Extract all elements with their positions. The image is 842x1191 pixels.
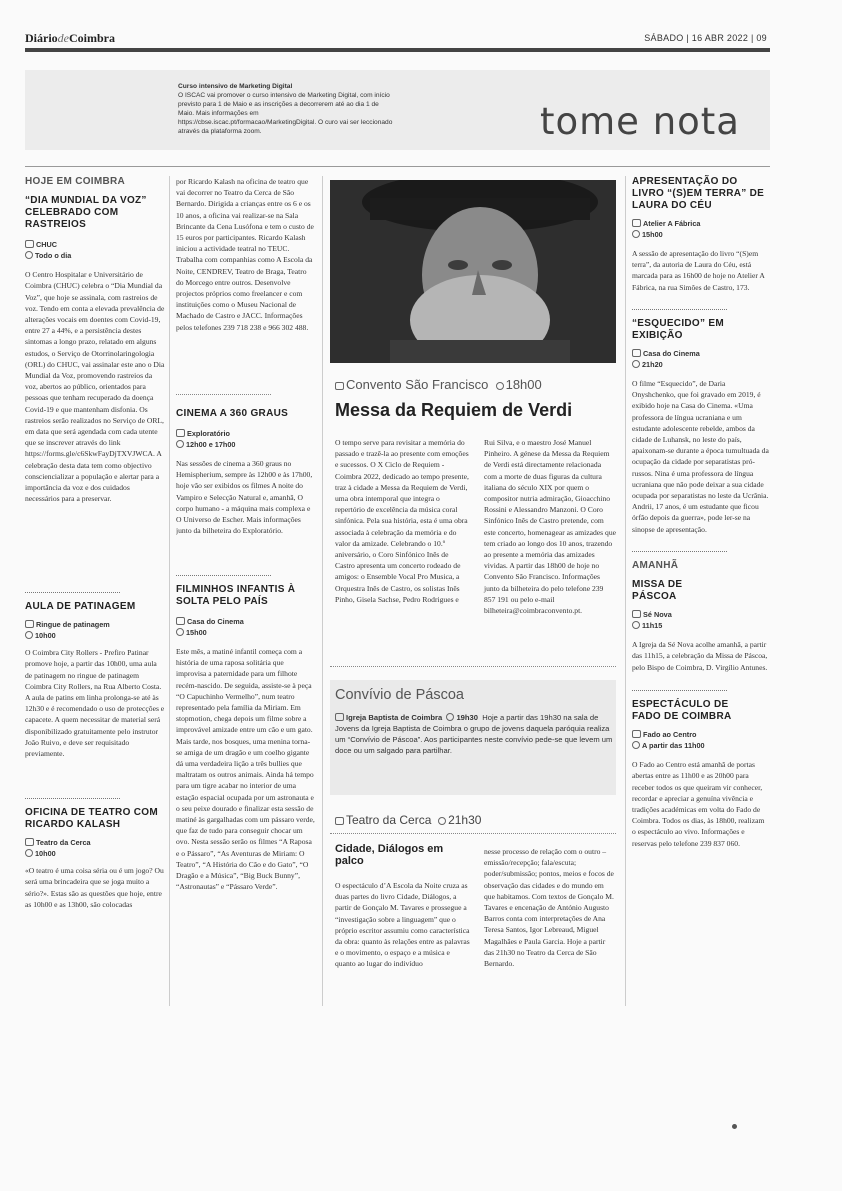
section-heading-today: HOJE EM COIMBRA [25, 176, 126, 187]
cerca-body-right: nesse processo de relação com o outro – emissão/recepção; fala/escuta; poder/submissão; pontos, meios e focos de observação das cidades e do mundo em que habitamos. Com textos de Gonçalo M. Tavares e encenação de António Augusto Barros conta com interpretações de Ana Teresa Santos, Igor Lebreaud, Miguel Magalhães e Paula Garcia. Hoje a partir das 21h30 no Teatro da Cerca de São Bernardo. [484, 847, 614, 969]
feature-body-right: Rui Silva, e o maestro José Manuel Pinheiro. A génese da Messa da Requiem de Verdi está directamente relacionada com a morte de duas figuras da cultura italiana do século XIX por quem o compositor nutria admiração, Gioacchino Rossini e Alessandro Manzoni. O Coro Sinfónico Inês de Castro pretende, com este concerto, homenagear as amizades que tem criado ao longo dos 10 anos, trazendo ao presente a memória das amizades vividas. A partir das 18h00 de hoje no Convento São Francisco. Informações junto da bilheteira do pelo telefone 239 857 191 ou pelo e-mail bilheteira@coimbraconvento.pt. [484, 438, 616, 616]
article-body: «O teatro é uma coisa séria ou é um jogo? Ou será uma brincadeira que se joga muito a sério?». Estas são as questões que hoje, entre as 10h00 e as 13h00, são colocadas [25, 866, 164, 909]
article-time: 11h15 [632, 620, 770, 631]
location-icon [335, 382, 344, 390]
article-time: Todo o dia [25, 250, 165, 261]
location-icon [632, 610, 641, 618]
scan-speck [732, 1124, 737, 1129]
clock-icon [25, 631, 33, 639]
column-divider [169, 176, 170, 1006]
feature-meta [335, 377, 542, 392]
article-title: MISSA DE PÁSCOA [632, 579, 683, 603]
article-title: ESPECTÁCULO DE FADO DE COIMBRA [632, 699, 732, 723]
masthead-part1: Diário [25, 31, 58, 45]
clock-icon [25, 849, 33, 857]
article-place: Exploratório [176, 428, 316, 439]
masthead [25, 31, 115, 46]
dotted-separator [176, 574, 271, 576]
location-icon [176, 617, 185, 625]
dateline: SÁBADO | 16 ABR 2022 | 09 [644, 33, 767, 43]
article-body: A Igreja da Sé Nova acolhe amanhã, a partir das 11h15, a celebração da Missa de Páscoa, pelo Bispo de Coimbra, D. Virgílio Antunes. [632, 640, 768, 672]
section-heading-tomorrow: AMANHÃ [632, 560, 679, 571]
dotted-separator [25, 591, 120, 593]
article-place: Ringue de patinagem [25, 619, 165, 630]
clock-icon [176, 440, 184, 448]
location-icon [335, 713, 344, 721]
feature-time: 18h00 [505, 377, 542, 392]
location-icon [25, 838, 34, 846]
article-time: 15h00 [176, 627, 316, 638]
location-icon [632, 349, 641, 357]
article-title: OFICINA DE TEATRO COM RICARDO KALASH [25, 807, 158, 831]
article-title: “ESQUECIDO” EM EXIBIÇÃO [632, 318, 724, 341]
article-time: A partir das 11h00 [632, 740, 770, 751]
article-body: O filme “Esquecido”, de Daria Onyshchenko, que foi gravado em 2019, é exibido hoje na Casa do Cinema. «Uma professora de língua ucraniana e um estudante adolescente rebelde, ambos da cidade de Luhansk, no leste do país, apaixonam-se durante a época tumultuada da ocupação da cidade por separatistas pró-russos. Nina é uma professora de língua ucraniana que não pode deixar a sua cidade ocupada por separatistas no leste da Ucrânia. Andrii, 17 anos, é um estudante que ficou órfão depois da guerra», pode ler-se na sinopse de apresentação. [632, 379, 769, 534]
dotted-separator [25, 797, 120, 799]
dotted-separator [330, 833, 616, 835]
location-icon [335, 817, 344, 825]
clock-icon [632, 360, 640, 368]
article-title: APRESENTAÇÃO DO LIVRO “(S)EM TERRA” DE LAURA DO CÉU [632, 176, 765, 211]
clock-icon [496, 382, 504, 390]
article-place: Casa do Cinema [176, 616, 316, 627]
article-body: Nas sessões de cinema a 360 graus no Hemispherium, sempre às 12h00 e às 17h00, hoje vão ser exibidos os filmes A noite do Vampiro e Selecção Natural e, amanhã, O corpo humano - a máquina mais complexa e O Universo de Escher. Mais informações junto da bilheteira do Exploratório. [176, 459, 313, 536]
column-1 [25, 176, 165, 910]
feature-body-left: O tempo serve para revisitar a memória do passado e trazê-la ao presente com emoções e sucessos. O X Ciclo de Requiem - Coimbra 2022, dedicado ao tempo presente, traz à cidade a Messa da Requiem de Verdi, uma obra intemporal que integra o repertório de excelência da música coral sinfónica. Pela sua história, esta é uma obra associada à celebração da memória e do valor da amizade. Celebrando o 10.º aniversário, o Coro Sinfónico Inês de Castro apresenta um concerto rodeado de amigos: o Ensemble Vocal Pro Musica, a Orquestra Inês de Castro, os solistas Inês Pinho, Gisela Sachse, Pedro Rodrigues e [335, 438, 469, 604]
location-icon [632, 219, 641, 227]
column-4 [632, 176, 770, 849]
column-divider [322, 176, 323, 1006]
masthead-part3: Coimbra [69, 31, 115, 45]
cerca-place: Teatro da Cerca [346, 813, 432, 827]
section-rule [25, 166, 770, 167]
clock-icon [446, 713, 454, 721]
clock-icon [25, 251, 33, 259]
article-body: O Centro Hospitalar e Universitário de Coimbra (CHUC) celebra o “Dia Mundial da Voz”, que hoje se assinala, com rastreios de voz. Tendo em conta a elevada prevalência de alterações vocais em doentes com Covid-19, entre 27 a 44%, e a persistência destes sintomas a longo prazo, relatado em alguns estudos, o Serviço de Otorrinolaringologia (ORL) do CHUC, vai assinalar este ano o Dia Mundial da Voz, promovendo rastreios da voz, abertos ao público, orientados para pessoas que tenham recuperado da doença Covid-19 e que mantenham disfonia. Os rastreios serão realizados no Serviço de ORL, em data que será agendada com cada utente que se inscrever através do link https://forms.gle/c6SkwFayDjTXVJWCA. A celebração desta data tem como objectivo consciencializar a população e alertar para a importância da voz e dos cuidados necessários para a preservar. [25, 270, 165, 504]
clock-icon [632, 741, 640, 749]
column-2 [176, 176, 316, 892]
convivio-body: Hoje a partir das 19h30 na sala de Jovens da Igreja Baptista de Coimbra o grupo de jovens daquela paróquia realiza um “Convívio de Páscoa”. Aos participantes neste convívio pede-se que levem um doce ou um salgado para partilhar. [335, 713, 613, 755]
article-time: 12h00 e 17h00 [176, 439, 316, 450]
top-rule [25, 48, 770, 52]
dotted-separator [330, 666, 616, 668]
convivio-time: 19h30 [456, 713, 478, 722]
location-icon [176, 429, 185, 437]
clock-icon [438, 817, 446, 825]
article-place: Atelier A Fábrica [632, 218, 770, 229]
column-divider [625, 176, 626, 1006]
clock-icon [632, 230, 640, 238]
article-title: FILMINHOS INFANTIS À SOLTA PELO PAÍS [176, 584, 296, 607]
banner-box-text: O ISCAC vai promover o curso intensivo de Marketing Digital, com início previsto para 1 de Maio e as inscrições a decorrerem até ao dia 1 de Maio. Mais informações em https://cbse.iscac.pt/formacao/MarketingDigital. O curo vai ser leccionado através da plataforma zoom. [178, 92, 393, 135]
dotted-separator [632, 308, 727, 310]
article-place: Casa do Cinema [632, 348, 770, 359]
article-time: 15h00 [632, 229, 770, 240]
article-title: CINEMA A 360 GRAUS [176, 408, 289, 419]
clock-icon [632, 621, 640, 629]
article-title: AULA DE PATINAGEM [25, 601, 136, 613]
banner-box-title: Curso intensivo de Marketing Digital [178, 83, 293, 90]
article-body: O Fado ao Centro está amanhã de portas abertas entre as 11h00 e as 20h00 para receber todos os que queiram vir conhecer, recordar e apreciar a genuína vivência e tradições académicas em volta do Fado de Coimbra. Todos os dias, às 18h00, realizam o espectáculo ao vivo. Informações e reservas pelo telefone 239 837 060. [632, 760, 765, 848]
article-title: “DIA MUNDIAL DA VOZ” CELEBRADO COM RASTREIOS [25, 195, 147, 231]
cerca-title: Cidade, Diálogos em palco [335, 843, 444, 867]
article-body: A sessão de apresentação do livro “(S)em terra”, da autoria de Laura do Céu, está marcada para as 16h00 de hoje no Atelier A Fábrica, na rua Simões de Castro, 173. [632, 249, 765, 292]
article-body: Este mês, a matiné infantil começa com a história de uma raposa solitária que improvisa a paternidade para um filhote recém-nascido. De seguida, assiste-se à peça “O Capuchinho Vermelho”, num teatro representado pela família da Miriam. Em stopmotion, chega depois um filme sobre a improvável amizade entre um cão e um gato. Mais tarde, nos bosques, uma menina torna-se amiga de um dragão e um coelho gigante dá uma verdadeira lição a três bullies que maltratam os outros animais. Ainda há tempo para um tigre acabar no interior de uma estação espacial ocupada por um astronauta e o seu peixe dourado e finalizar esta sessão de matiné às gargalhadas com um pássaro verde, que faz de tudo para conseguir chocar um ovo. Nesta sessão serão os filmes “A Raposa e o Pássaro”, “As Aventuras de Miriam: O Teatro”, “A História do Cão e do Gato”, “O Dragão e a Música”, “Big Buck Bunny”, “Astronautas” e “Pássaro Verde”. [176, 647, 315, 892]
verdi-photo [330, 180, 616, 363]
feature-place: Convento São Francisco [346, 377, 489, 392]
location-icon [25, 240, 34, 248]
masthead-part2: de [57, 31, 69, 45]
dotted-separator [632, 689, 727, 691]
article-time: 10h00 [25, 848, 165, 859]
convivio-text [335, 712, 613, 756]
convivio-place: Igreja Baptista de Coimbra [346, 713, 443, 722]
feature-title: Messa da Requiem de Verdi [335, 400, 573, 420]
article-time: 21h20 [632, 359, 770, 370]
article-body-continued: por Ricardo Kalash na oficina de teatro que vai decorrer no Teatro da Cerca de São Bernardo. Dirigida a crianças entre os 6 e os 10 anos, a oficina vai realizar-se na Sala Brincante da Cena Lusófona e tem o custo de 15 euros por participantes. Ricardo Kalash iniciou a actividade teatral no TEUC. Trabalha com companhias como A Escola da Noite, CENDREV, Teatro de Braga, Teatro do Morcego entre outros. Desenvolve projectos próprios como freelancer e com instituições como o Museu Nacional de Machado de Castro e JACC. Informações pelos telefones 239 718 238 e 966 302 488. [176, 177, 314, 332]
article-place: Sé Nova [632, 609, 770, 620]
banner-box [178, 82, 393, 136]
article-place: CHUC [25, 239, 165, 250]
location-icon [632, 730, 641, 738]
section-name: tome nota [540, 100, 740, 143]
article-body: O Coimbra City Rollers - Prefiro Patinar promove hoje, a partir das 10h00, uma aula de patinagem no ringue de patinagem Coimbra City Rollers, na Rua Alberto Costa. A aula de patins em linha prolonga-se até às 12h30 e é recomendado o uso de protecções e capacete. A quem necessitar de material será disponibilizado gratuitamente pelo instrutor João Ruivo, e deve ser requisitado previamente. [25, 648, 165, 759]
clock-icon [176, 628, 184, 636]
dotted-separator [632, 550, 727, 552]
dotted-separator [176, 394, 271, 396]
location-icon [25, 620, 34, 628]
article-place: Teatro da Cerca [25, 837, 165, 848]
convivio-title: Convívio de Páscoa [335, 687, 464, 703]
cerca-meta [335, 813, 481, 827]
cerca-time: 21h30 [448, 813, 482, 827]
article-place: Fado ao Centro [632, 729, 770, 740]
cerca-body-left: O espectáculo d’A Escola da Noite cruza as duas partes do livro Cidade, Diálogos, a partir de Gonçalo M. Tavares e prossegue a “investigação sobre a linguagem” que o próprio escritor assumiu como característica da obra: quanto às relações entre as palavras e o movimento, o espaço e a música e quanto ao lugar do indivíduo [335, 881, 470, 969]
article-time: 10h00 [25, 630, 165, 641]
